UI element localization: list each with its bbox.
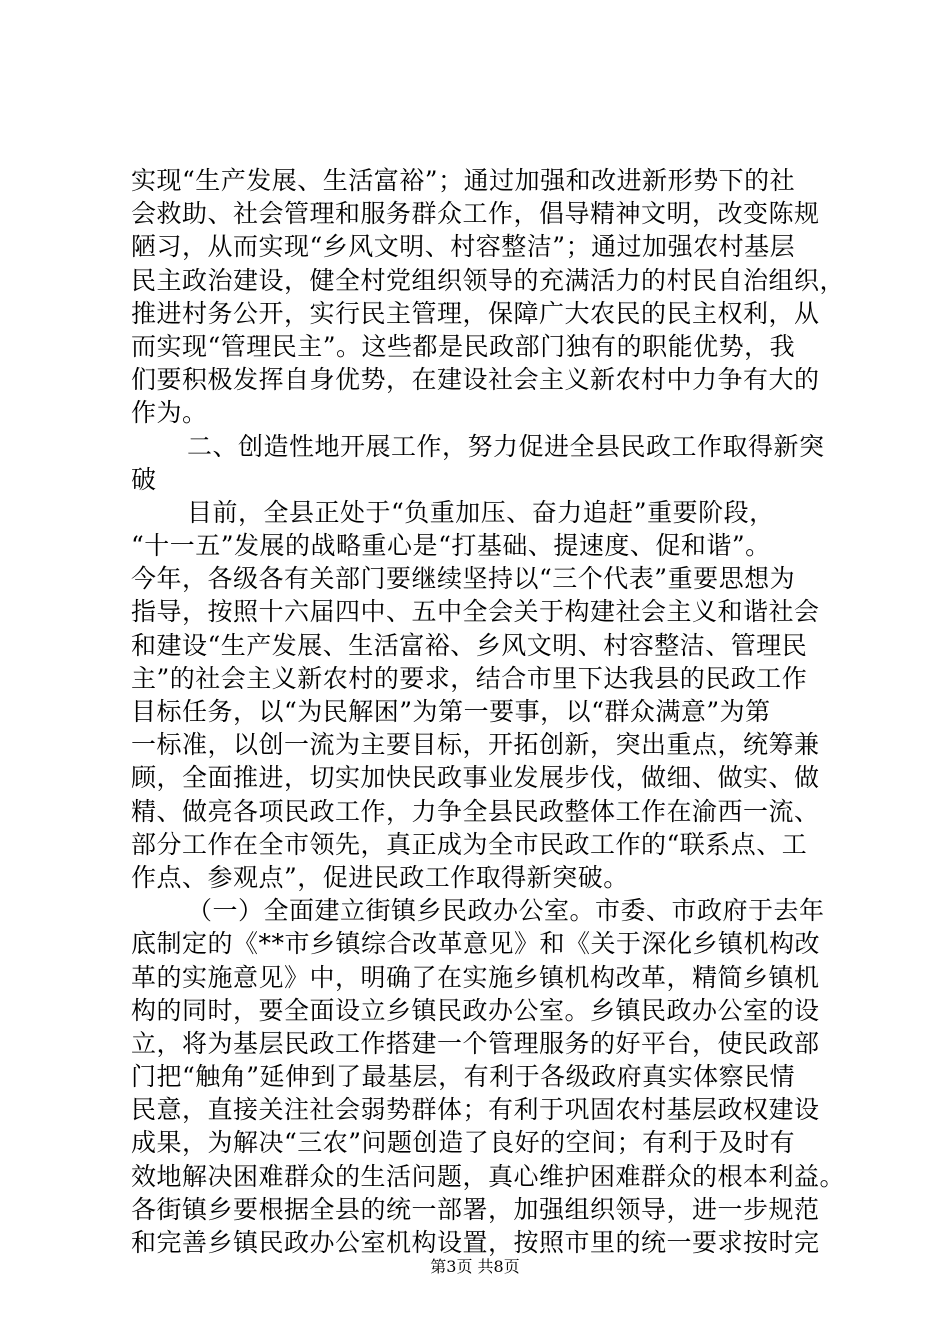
text-line: 部分工作在全市领先，真正成为全市民政工作的“联系点、工	[131, 829, 808, 859]
text-line: “十一五”发展的战略重心是“打基础、提速度、促和谐”。	[131, 531, 771, 561]
text-line: 会救助、社会管理和服务群众工作，倡导精神文明，改变陈规	[131, 199, 820, 229]
text-line: 一标准，以创一流为主要目标，开拓创新，突出重点，统筹兼	[131, 730, 820, 760]
text-line: 顾，全面推进，切实加快民政事业发展步伐，做细、做实、做	[131, 763, 820, 793]
text-line: 民主政治建设，健全村党组织领导的充满活力的村民自治组织，	[131, 265, 846, 295]
text-line: 精、做亮各项民政工作，力争全县民政整体工作在渝西一流、	[131, 796, 820, 826]
section-heading-continuation: 破	[131, 464, 157, 494]
text-line: 主”的社会主义新农村的要求，结合市里下达我县的民政工作	[131, 663, 808, 693]
text-line: 实现“生产发展、生活富裕”；通过加强和改进新形势下的社	[131, 166, 796, 195]
text-line: 立，将为基层民政工作搭建一个管理服务的好平台，使民政部	[131, 1028, 820, 1058]
text-line: 底制定的《**市乡镇综合改革意见》和《关于深化乡镇机构改	[131, 929, 821, 959]
text-line: 作点、参观点”，促进民政工作取得新突破。	[131, 862, 629, 892]
text-line: 而实现“管理民主”。这些都是民政部门独有的职能优势，我	[131, 331, 796, 361]
subsection-start: （一）全面建立街镇乡民政办公室。市委、市政府于去年	[187, 896, 825, 926]
text-line: 门把“触角”延伸到了最基层，有利于各级政府真实体察民情	[131, 1062, 796, 1092]
text-line: 各街镇乡要根据全县的统一部署，加强组织领导，进一步规范	[131, 1194, 820, 1224]
paragraph-start: 目前，全县正处于“负重加压、奋力追赶”重要阶段，	[187, 497, 775, 527]
text-line: 和建设“生产发展、生活富裕、乡风文明、村容整洁、管理民	[131, 630, 808, 660]
text-line: 今年，各级各有关部门要继续坚持以“三个代表”重要思想为	[131, 564, 796, 594]
text-line: 指导，按照十六届四中、五中全会关于构建社会主义和谐社会	[131, 597, 820, 627]
text-line: 革的实施意见》中，明确了在实施乡镇机构改革，精简乡镇机	[131, 962, 820, 992]
page-number-footer: 第3页 共8页	[430, 1257, 520, 1276]
text-line: 陋习，从而实现“乡风文明、村容整洁”；通过加强农村基层	[131, 232, 796, 262]
text-line: 构的同时，要全面设立乡镇民政办公室。乡镇民政办公室的设	[131, 995, 820, 1025]
document-body	[131, 164, 846, 1259]
text-line: 民意，直接关注社会弱势群体；有利于巩固农村基层政权建设	[131, 1095, 820, 1125]
text-line: 和完善乡镇民政办公室机构设置，按照市里的统一要求按时完	[131, 1228, 820, 1257]
text-line: 推进村务公开，实行民主管理，保障广大农民的民主权利，从	[131, 298, 820, 328]
text-line: 目标任务，以“为民解困”为第一要事，以“群众满意”为第	[131, 697, 771, 726]
text-line: 作为。	[131, 398, 208, 428]
text-line: 们要积极发挥自身优势，在建设社会主义新农村中力争有大的	[131, 365, 820, 395]
section-heading: 二、创造性地开展工作，努力促进全县民政工作取得新突	[187, 431, 825, 461]
text-line: 成果，为解决“三农”问题创造了良好的空间；有利于及时有	[131, 1128, 796, 1158]
text-line: 效地解决困难群众的生活问题，真心维护困难群众的根本利益。	[131, 1161, 846, 1191]
